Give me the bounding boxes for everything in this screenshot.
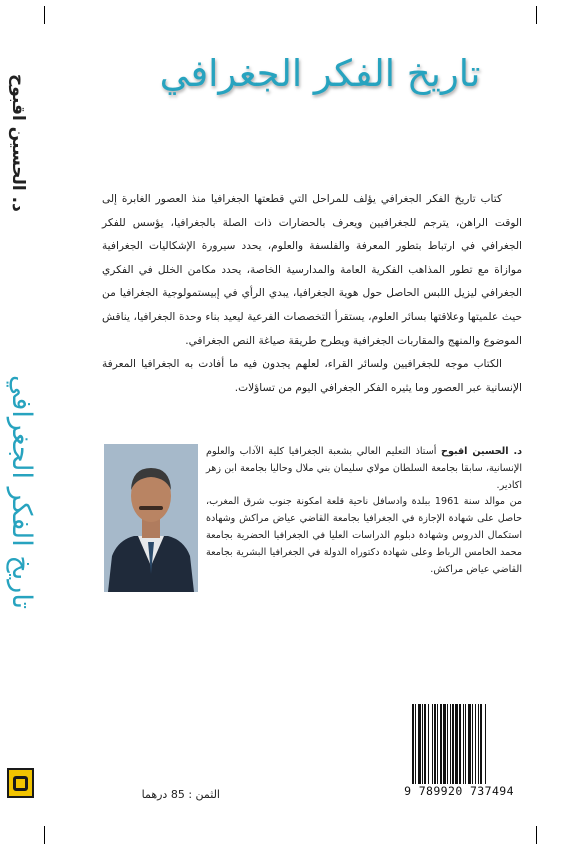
crop-mark-bottom-right bbox=[536, 826, 537, 844]
bio-paragraph-1 bbox=[206, 444, 522, 494]
spine-title: تاريخ الفكر الجغرافي bbox=[6, 375, 37, 610]
author-name: د. الحسين اقبوح bbox=[441, 446, 523, 457]
bio-line-1: أستاذ التعليم العالي بشعبة الجغرافيا كلية الآداب والعلوم الإنسانية، سابقا بجامعة السلطان مولاي سليمان بني ملال وحاليا بجامعة ابن زهر اكادير. bbox=[206, 446, 522, 491]
spine-author: د. الحسين اقبوح bbox=[8, 74, 28, 212]
back-cover-blurb bbox=[102, 188, 522, 400]
barcode-bars-icon bbox=[412, 704, 508, 784]
blurb-paragraph: كتاب تاريخ الفكر الجغرافي يؤلف للمراحل التي قطعتها الجغرافيا منذ العصور الغابرة إلى الوقت الراهن، يترجم للجغرافيين ويعرف بالحضارات ذات الصلة بالجغرافيا، يؤسس للفكر الجغرافي في ارتباط بتطور المعرفة والفلسفة والعلوم، يحدد سيرورة الإشكاليات الجغرافية موازاة مع تطور المذاهب الفكرية العامة والمدارسية الخاصة، يحدد مكامن الخلل في الفكري الجغرافي ليزيل اللبس الحاصل حول هوية الجغرافيا، يبدي الرأي في إبيستمولوجية الجغرافيا من حيث علميتها وعلاقتها بسائر العلوم، يستقرأ التخصصات الفرعية ليعيد بناء وحدة الجغرافيا، يناقش الموضوع والمنهج والمقاربات الجغرافية ويطرح طريقة صياغة النص الجغرافي. bbox=[102, 193, 522, 347]
isbn-number: 9 789920 737494 bbox=[404, 784, 514, 798]
blurb-paragraph: الكتاب موجه للجغرافيين ولسائر القراء، لعلهم يجدون فيه ما أفادت به الجغرافيا المعرفة الإنسانية عبر العصور وما يثيره الفكر الجغرافي اليوم من تساؤلات. bbox=[102, 358, 522, 394]
crop-mark-bottom-left bbox=[44, 826, 45, 844]
crop-mark-top-right bbox=[536, 6, 537, 24]
price-label: الثمن : 85 درهما bbox=[141, 788, 220, 801]
publisher-logo-icon bbox=[7, 768, 34, 798]
cover-title: تاريخ الفكر الجغرافي bbox=[159, 52, 481, 95]
isbn-barcode bbox=[396, 700, 522, 804]
bio-paragraph-2: من موالد سنة 1961 ببلدة وادسافل ناحية قلعة امكونة جنوب شرق المغرب، حاصل على شهادة الإجازة في الجغرافيا بجامعة القاضي عياض مراكش وشهادة استكمال الدروس وشهادة دبلوم الدراسات العليا في الجغرافيا الحضرية بجامعة محمد الخامس الرباط وعلى شهادة دكتوراه الدولة في الجغرافيا البشرية بجامعة القاضي عياض مراكش. bbox=[206, 496, 523, 575]
crop-mark-top-left bbox=[44, 6, 45, 24]
book-spine bbox=[0, 30, 44, 820]
author-photo bbox=[104, 444, 198, 592]
author-bio bbox=[206, 444, 522, 578]
